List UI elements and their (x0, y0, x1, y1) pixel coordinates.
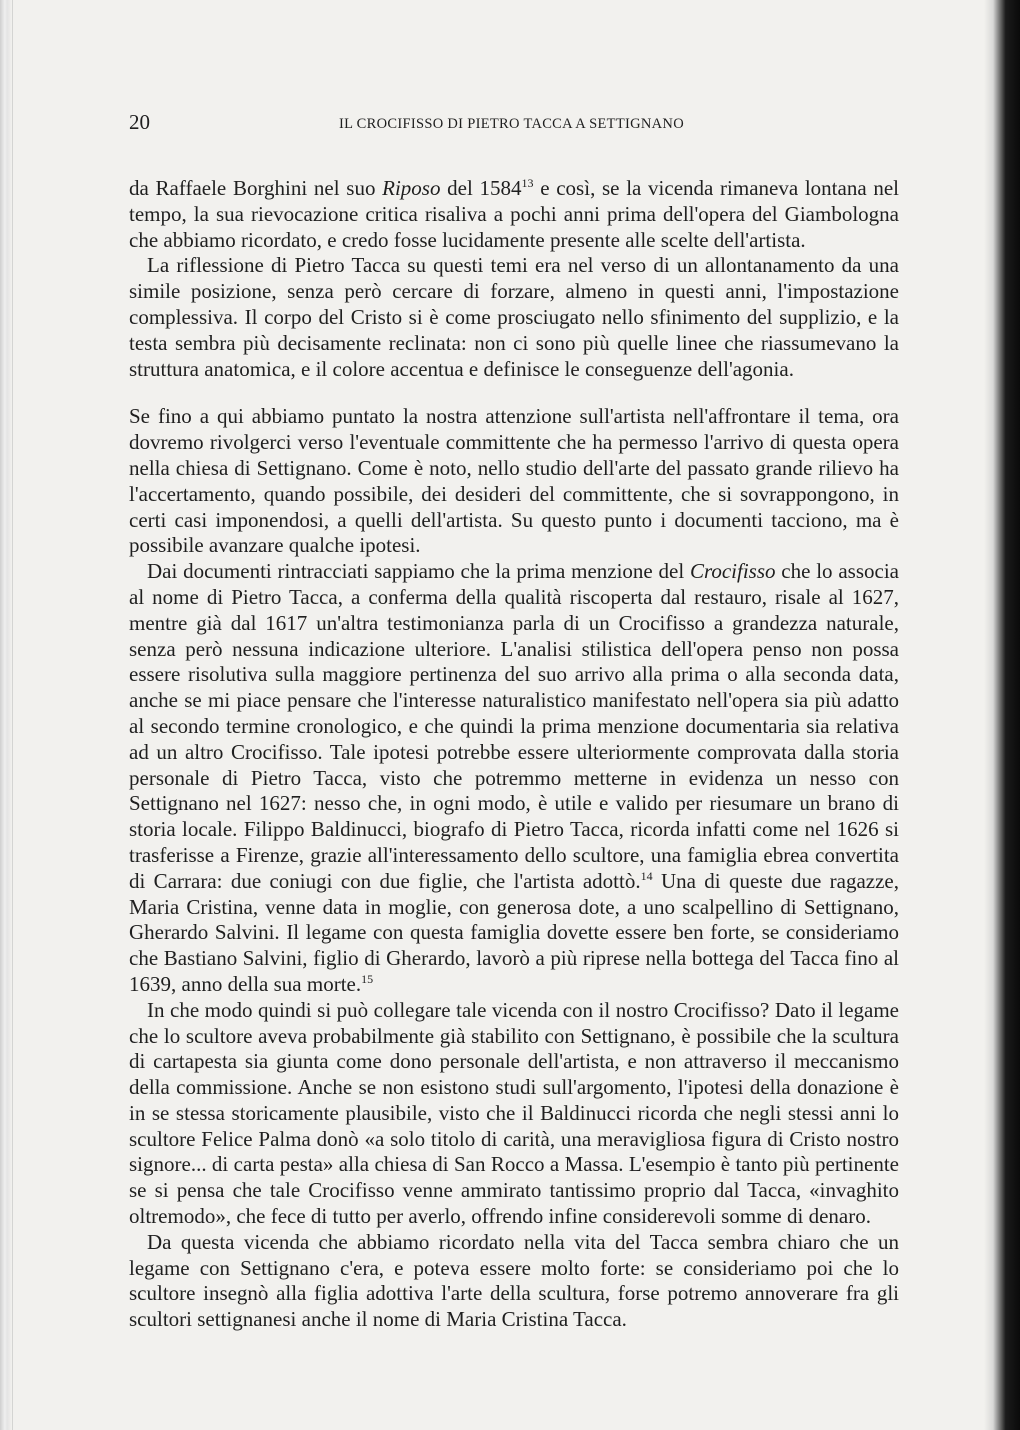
paragraph-2: La riflessione di Pietro Tacca su questi temi era nel verso di un allontanamento da una simile posizione, senza però cercare di forzare, almeno in questi anni, l'impostazione complessiva. Il corpo del Cristo si è come prosciugato nello sfinimento del supplizio, e la testa sembra più decisamente reclinata: non ci sono più quelle linee che riassumevano la struttura anatomica, e il colore accentua e definisce le conseguenze dell'agonia. (129, 253, 899, 381)
paragraph-3: Se fino a qui abbiamo puntato la nostra attenzione sull'artista nell'affrontare il tema, ora dovremo rivolgerci verso l'eventuale committente che ha permesso l'arrivo di questa opera nella chiesa di Settignano. Come è noto, nello studio dell'arte del passato grande rilievo ha l'accertamento, quando possibile, dei desideri del committente, che si sovrappongono, in certi casi imponendosi, a quelli dell'artista. Su questo punto i documenti tacciono, ma è possibile avanzare qualche ipotesi. (129, 404, 899, 558)
body-text (129, 176, 899, 1333)
book-spine-shadow (0, 0, 13, 1430)
footnote-ref-14: 14 (640, 868, 653, 883)
running-title: IL CROCIFISSO DI PIETRO TACCA A SETTIGNANO (339, 116, 684, 132)
footnote-ref-13: 13 (521, 176, 534, 190)
paragraph-1: da Raffaele Borghini nel suo Riposo del 1584$^{13}$ e così, se la vicenda rimaneva lontana nel tempo, la sua rievocazione critica risaliva a pochi anni prima dell'opera del Giambologna che abbiamo ricordato, e credo fosse lucidamente presente alle scelte dell'artista. (129, 176, 900, 252)
page-header (129, 104, 899, 138)
paragraph-6: Da questa vicenda che abbiamo ricordato nella vita del Tacca sembra chiaro che un legame con Settignano c'era, e poteva essere molto forte: se consideriamo poi che lo scultore insegnò alla figlia adottiva l'arte della scultura, forse potremo annoverare fra gli scultori settignanesi anche il nome di Maria Cristina Tacca. (129, 1229, 899, 1332)
italic-title-crocifisso: Crocifisso (689, 559, 776, 584)
italic-title-riposo: Riposo (382, 176, 441, 200)
paragraph-5: In che modo quindi si può collegare tale vicenda con il nostro Crocifisso? Dato il legame che lo scultore aveva probabilmente già stabilito con Settignano, è possibile che la scultura di cartapesta sia giunta come dono personale dell'artista, e non attraverso il meccanismo della commissione. Anche se non esistono studi sull'argomento, l'ipotesi della donazione è in se stessa storicamente plausibile, visto che il Baldinucci ricorda che negli stessi anni lo scultore Felice Palma donò «a solo titolo di carità, una meravigliosa figura di Cristo nostro signore... di carta pesta» alla chiesa di San Rocco a Massa. L'esempio è tanto più pertinente se si pensa che tale Crocifisso venne ammirato tantissimo proprio dal Tacca, «invaghito oltremodo», che fece di tutto per averlo, offrendo infine considerevoli somme di denaro. (129, 997, 899, 1229)
footnote-ref-15: 15 (361, 971, 374, 986)
paragraph-4: Dai documenti rintracciati sappiamo che la prima menzione del Crocifisso che lo associa al nome di Pietro Tacca, a conferma della qualità riscoperta dal restauro, risale al 1627, mentre già dal 1617 un'altra testimonianza parla di un Crocifisso a grandezza naturale, senza però nessuna indicazione ulteriore. L'analisi stilistica dell'opera penso non possa essere risolutiva sulla maggiore pertinenza del suo arrivo alla prima o alla seconda data, anche se mi piace pensare che l'interesse naturalistico manifestato nell'opera sia più adatto al secondo termine cronologico, e che quindi la prima menzione documentaria sia relativa ad un altro Crocifisso. Tale ipotesi potrebbe essere ulteriormente comprovata dalla storia personale di Pietro Tacca, visto che potremmo metterne in evidenza un nesso con Settignano nel 1627: nesso che, in ogni modo, è utile e valido per riesumare un brano di storia locale. Filippo Baldinucci, biografo di Pietro Tacca, ricorda infatti come nel 1626 si trasferisse a Firenze, grazie all'interessamento dello scultore, una famiglia ebrea convertita di Carrara: due coniugi con due figlie, che l'artista adottò.$^{14}$ Una di queste due ragazze, Maria Cristina, venne data in moglie, con generosa dote, a uno scalpellino di Settignano, Gherardo Salvini. Il legame con questa famiglia dovette essere ben forte, se consideriamo che Bastiano Salvini, figlio di Gherardo, lavorò a più riprese nella bottega del Tacca fino al 1639, anno della sua morte.$^{15}$ (129, 559, 899, 996)
page-edge-shadow (984, 0, 1020, 1430)
page-number: 20 (129, 110, 150, 134)
